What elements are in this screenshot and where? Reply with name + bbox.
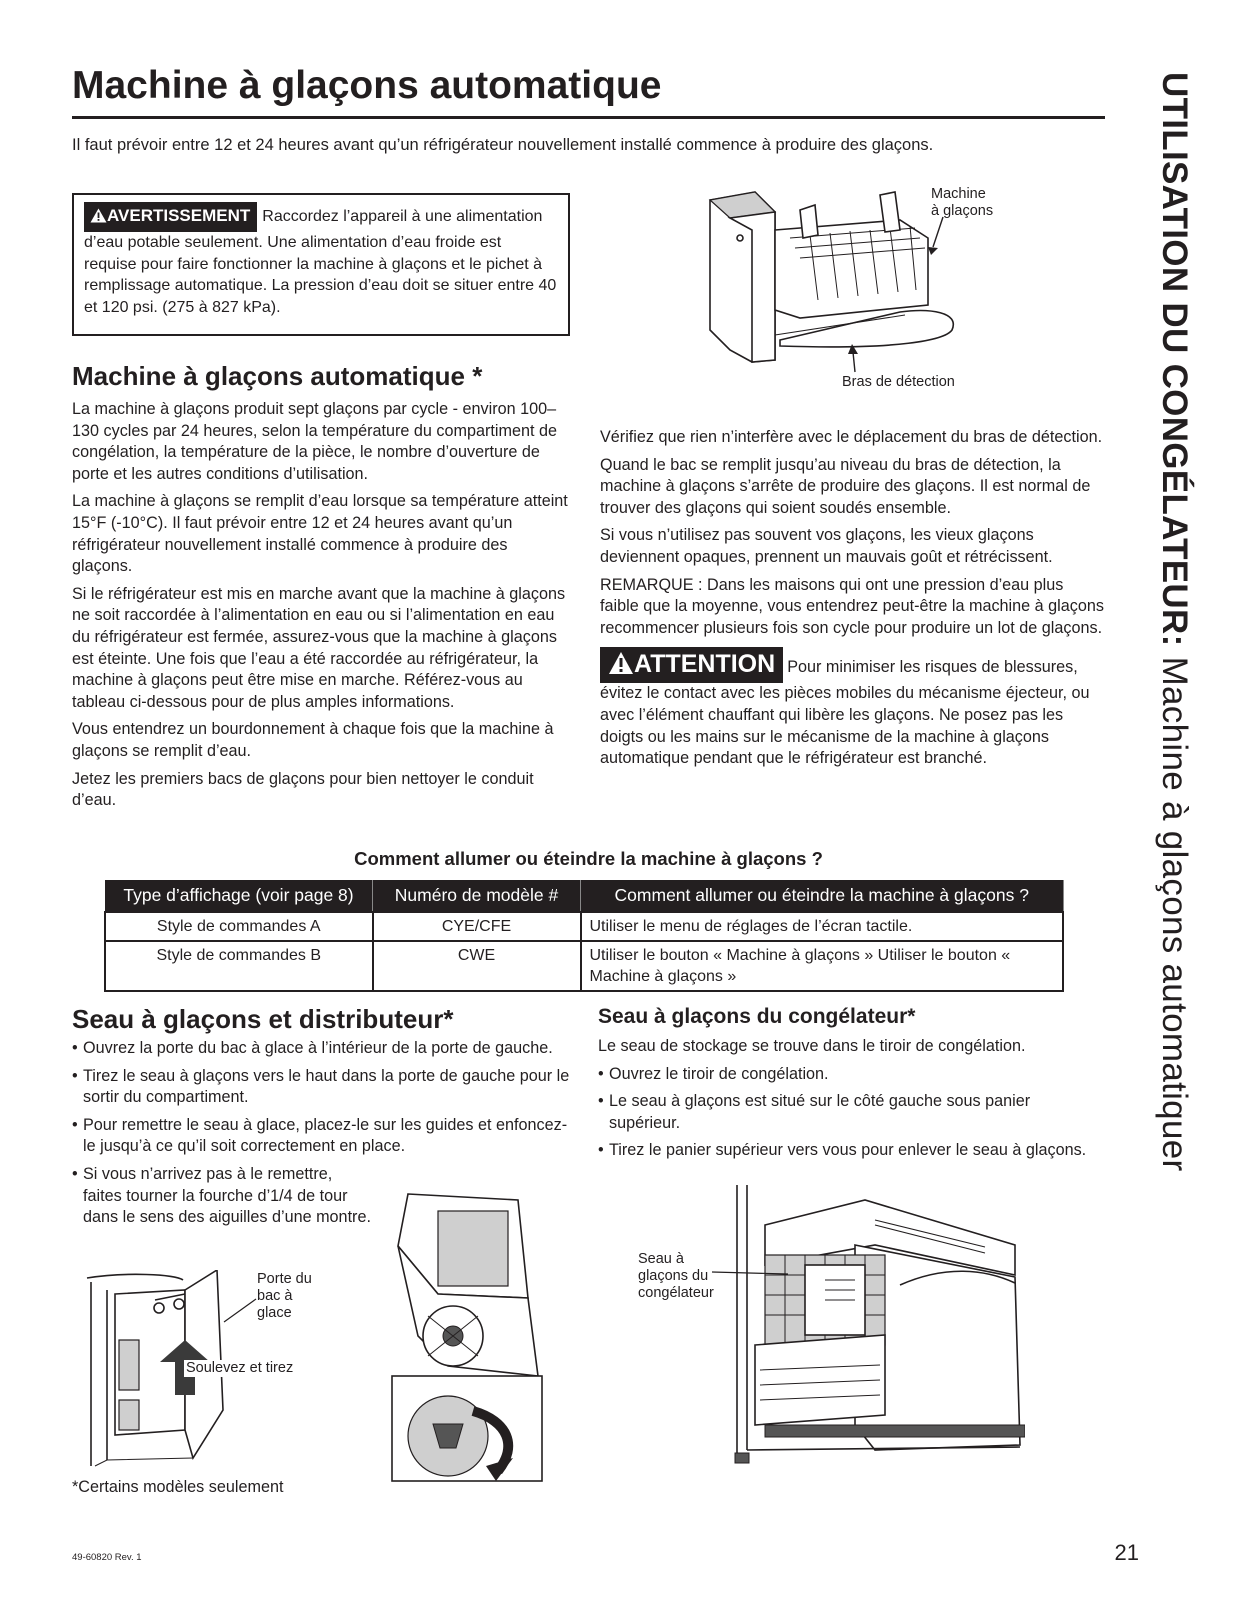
list-item: • Ouvrez la porte du bac à glace à l’intérieur de la porte de gauche. — [72, 1038, 572, 1060]
attention-label: ATTENTION — [600, 647, 783, 683]
door-pointer-line — [210, 1296, 260, 1326]
freezer-bucket-list — [598, 1064, 1103, 1162]
footnote: *Certains modèles seulement — [72, 1478, 284, 1496]
icemaker-paragraph: La machine à glaçons se remplit d’eau lorsque sa température atteint 15°F (-10°C). Il faut prévoir entre 12 et 24 heures avant qu’un réfrigérateur nouvellement installé commence à produire des glaçons. — [72, 492, 568, 576]
freezer-bucket-pointer-line — [710, 1262, 790, 1282]
table-row — [105, 941, 1063, 991]
freezer-bucket-intro: Le seau de stockage se trouve dans le tiroir de congélation. — [598, 1037, 1026, 1055]
side-title-bold: UTILISATION DU CONGÉLATEUR: — [1155, 72, 1194, 647]
page-number: 21 — [1114, 1540, 1139, 1565]
table-row — [105, 912, 1063, 941]
freezer-bucket-heading: Seau à glaçons du congélateur* — [598, 1005, 916, 1028]
icemaker-section — [72, 360, 572, 818]
list-item: • Pour remettre le seau à glace, placez-le sur les guides et enfoncez-le jusqu’à ce qu’il soit correctement en place. — [72, 1115, 572, 1158]
list-item: • Si vous n’arrivez pas à le remettre, faites tourner la fourche d’1/4 de tour dans le sens des aiguilles d’une montre. — [72, 1164, 375, 1229]
right-paragraph: Quand le bac se remplit jusqu’au niveau du bras de détection, la machine à glaçons s’arrête de produire des glaçons. Il est normal de trouver des glaçons qui soient soudés ensemble. — [600, 455, 1091, 517]
table-cell: Style de commandes B — [105, 941, 373, 991]
list-item: • Ouvrez le tiroir de congélation. — [598, 1064, 1103, 1086]
icemaker-paragraph: Jetez les premiers bacs de glaçons pour bien nettoyer le conduit d’eau. — [72, 769, 534, 810]
list-item: • Tirez le panier supérieur vers vous pour enlever le seau à glaçons. — [598, 1140, 1103, 1162]
table-header-row — [105, 880, 1063, 912]
icemaker-body — [72, 399, 572, 812]
caution-triangle-icon — [608, 651, 634, 675]
freezer-drawer-illustration — [725, 1185, 1025, 1465]
title-divider — [72, 116, 1105, 119]
table-header: Comment allumer ou éteindre la machine à glaçons ? — [581, 880, 1064, 912]
icemaker-paragraph: La machine à glaçons produit sept glaçons par cycle - environ 100–130 cycles par 24 heures, selon la température du compartiment de congélation, la température de la pièce, le nombre d’ouverture de porte et les autres conditions d’utilisation. — [72, 400, 557, 483]
warning-label: AVERTISSEMENT — [84, 202, 257, 232]
arm-pointer-arrow — [845, 344, 865, 374]
bucket-dispenser-section — [72, 1003, 572, 1035]
freezer-bucket-body — [598, 1036, 1103, 1162]
table-cell: Utiliser le menu de réglages de l’écran tactile. — [581, 912, 1064, 941]
document-number: 49-60820 Rev. 1 — [72, 1552, 142, 1563]
table-cell: Style de commandes A — [105, 912, 373, 941]
freezer-bucket-label: Seau à glaçons du congélateur — [638, 1251, 714, 1301]
list-item: • Tirez le seau à glaçons vers le haut dans la porte de gauche pour le sortir du compartiment. — [72, 1066, 572, 1109]
right-paragraph: Vérifiez que rien n’interfère avec le déplacement du bras de détection. — [600, 428, 1103, 446]
list-item: • Le seau à glaçons est situé sur le côté gauche sous panier supérieur. — [598, 1091, 1103, 1134]
icemaker-label: Machine à glaçons — [931, 186, 994, 219]
table-caption: Comment allumer ou éteindre la machine à glaçons ? — [354, 848, 823, 869]
door-label: Porte du bac à glace — [257, 1271, 312, 1321]
warning-triangle-icon — [90, 208, 107, 223]
right-paragraph: Si vous n’utilisez pas souvent vos glaçons, les vieux glaçons deviennent opaques, prennent un mauvais goût et rétrécissent. — [600, 526, 1053, 566]
attention-text: Pour minimiser les risques de blessures, évitez le contact avec les pièces mobiles du mécanisme éjecteur, ou avec l’élément chauffant qui libère les glaçons. Ne posez pas les doigts ou les mains sur le mécanisme de la machine à glaçons automatique pendant que le réfrigérateur est branché. — [600, 658, 1090, 768]
attention-block — [600, 647, 1105, 769]
warning-text: Raccordez l’appareil à une alimentation d’eau potable seulement. Une alimentation d’eau froide est requise pour faire fonctionner la machine à glaçons et le pichet à remplissage automatique. La pression d’eau doit se situer entre 40 et 120 psi. (275 à 827 kPa). — [84, 208, 557, 316]
table-cell: CWE — [373, 941, 581, 991]
table-header: Numéro de modèle # — [373, 880, 581, 912]
icemaker-heading: Machine à glaçons automatique * — [72, 361, 483, 391]
icemaker-paragraph: Vous entendrez un bourdonnement à chaque fois que la machine à glaçons se remplit d’eau. — [72, 720, 554, 760]
warning-box — [72, 193, 570, 336]
icemaker-paragraph: Si le réfrigérateur est mis en marche avant que la machine à glaçons ne soit raccordée à l’alimentation en eau ou si l’alimentation en eau du réfrigérateur est fermée, assurez-vous que la machine à glaçons est éteinte. Une fois que l’eau a été raccordée au réfrigérateur, la machine à glaçons peut être mise en marche. Référez-vous au tableau ci-dessous pour de plus amples informations. — [72, 584, 566, 711]
lift-label: Soulevez et tirez — [186, 1360, 294, 1376]
table-cell: CYE/CFE — [373, 912, 581, 941]
sensing-arm-label: Bras de détection — [842, 374, 955, 390]
icemaker-control-table — [104, 880, 1064, 992]
bucket-dispenser-heading: Seau à glaçons et distributeur* — [72, 1004, 454, 1034]
bucket-illustration — [378, 1186, 548, 1486]
side-section-title — [1125, 72, 1195, 1302]
freezer-bucket-section — [598, 1004, 1103, 1168]
table-cell: Utiliser le bouton « Machine à glaçons » Utiliser le bouton « Machine à glaçons » — [581, 941, 1064, 991]
table-header: Type d’affichage (voir page 8) — [105, 880, 373, 912]
right-column — [600, 427, 1105, 770]
intro-text: Il faut prévoir entre 12 et 24 heures avant qu’un réfrigérateur nouvellement installé commence à produire des glaçons. — [72, 136, 934, 154]
right-paragraph: REMARQUE : Dans les maisons qui ont une pression d’eau plus faible que la moyenne, vous entendrez peut-être la machine à glaçons recommencer plusieurs fois son cycle pour produire un lot de glaçons. — [600, 575, 1104, 637]
side-title-normal: Machine à glaçons automatiquer — [1155, 656, 1194, 1172]
page-title: Machine à glaçons automatique — [72, 64, 662, 107]
icemaker-pointer-arrow — [925, 215, 955, 255]
